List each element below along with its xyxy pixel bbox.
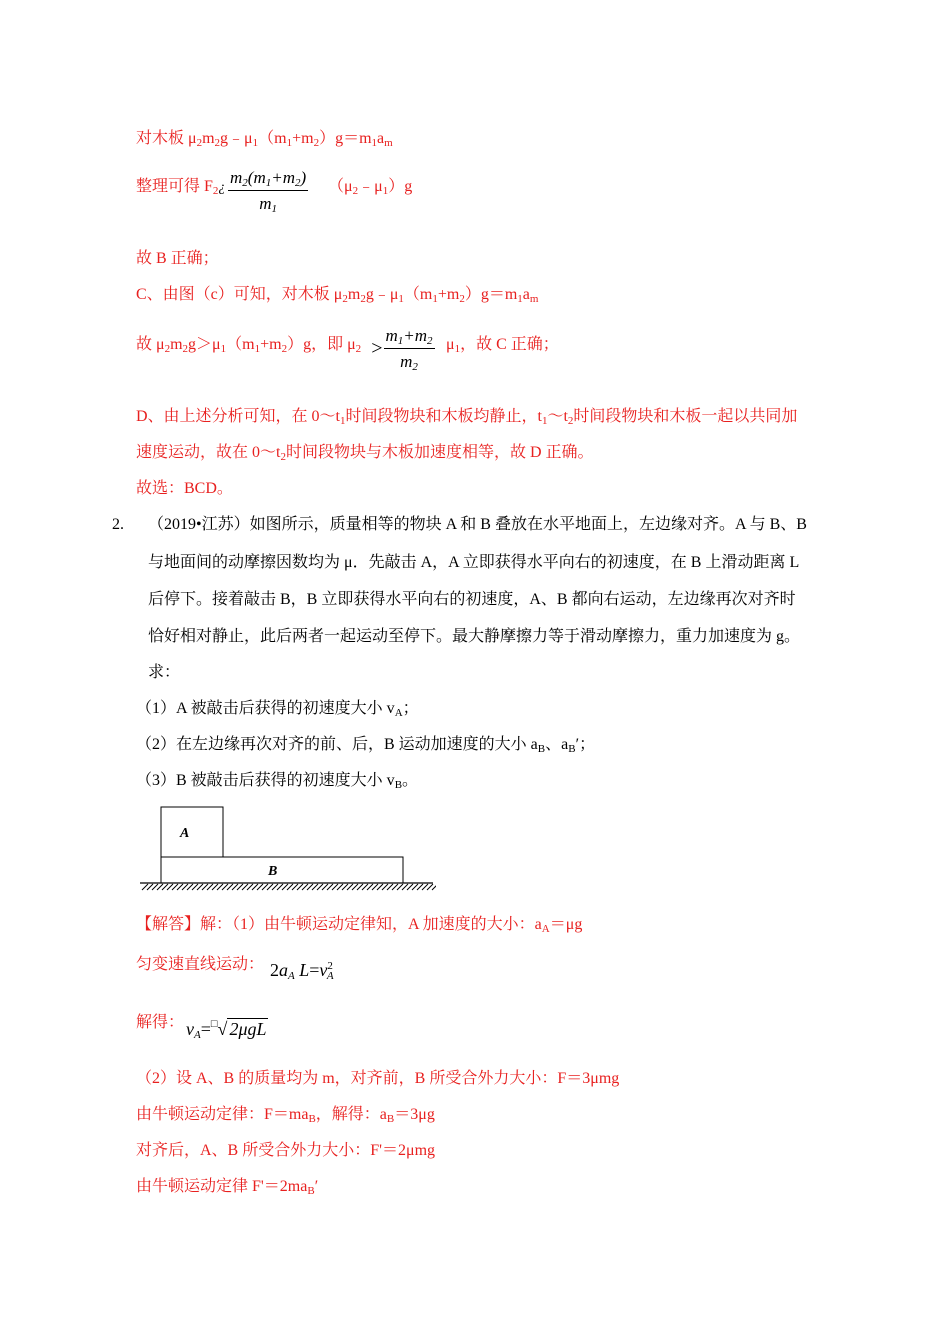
hatch-mark <box>217 884 223 890</box>
hatch-mark <box>402 884 408 890</box>
question-text-line5: 求： <box>148 664 181 681</box>
hatch-mark <box>362 884 368 890</box>
hatch-mark <box>427 884 433 890</box>
hatch-mark <box>312 884 318 890</box>
solution-line-board-equation: 对木板 $\mu_2m_2g﹣\mu_1(m_1+m_2)g=m_1a_m$ <box>136 130 393 149</box>
block-a <box>161 807 223 857</box>
block-b-label: B <box>268 864 278 879</box>
solution-line-inequality-suffix: $\mu_1$，故 C 正确； <box>446 336 559 355</box>
hatch-mark <box>292 884 298 890</box>
hatch-mark <box>422 884 428 890</box>
solution2-motion-label: 匀变速直线运动： <box>136 956 265 973</box>
hatch-mark <box>187 884 193 890</box>
solution2-solve-label: 解得： <box>136 1014 185 1031</box>
hatch-mark <box>357 884 363 890</box>
hatch-mark <box>287 884 293 890</box>
solution2-line7: 由牛顿运动定律 $F'=2ma_B'$ <box>136 1178 319 1197</box>
hatch-mark <box>382 884 388 890</box>
hatch-mark <box>297 884 303 890</box>
hatch-mark <box>157 884 163 890</box>
hatch-mark <box>337 884 343 890</box>
hatch-mark <box>307 884 313 890</box>
hatch-mark <box>177 884 183 890</box>
hatch-mark <box>207 884 213 890</box>
hatch-mark <box>392 884 398 890</box>
hatch-mark <box>322 884 328 890</box>
hatch-mark <box>387 884 393 890</box>
hatch-mark <box>327 884 333 890</box>
hatch-mark <box>262 884 268 890</box>
question-number: 2. <box>112 516 124 533</box>
hatch-mark <box>247 884 253 890</box>
hatch-mark <box>377 884 383 890</box>
equation-2aL: $2a_A$ $L=v^2_A$ <box>270 960 334 982</box>
blocks-figure <box>136 800 436 894</box>
solution2-line4: （2）设 A、B 的质量均为 m，对齐前，B 所受合外力大小：F＝3μmg <box>136 1070 620 1087</box>
solution-line-f2-prefix: 整理可得 $F_2¿$ <box>136 178 226 197</box>
solution-line-f2-suffix: $(\mu_2﹣\mu_1)g$ <box>328 178 413 197</box>
hatch-mark <box>272 884 278 890</box>
hatch-mark <box>162 884 168 890</box>
hatch-mark <box>172 884 178 890</box>
hatch-mark <box>417 884 423 890</box>
hatch-mark <box>397 884 403 890</box>
fraction-m2-m1m2-over-m1: $\frac{m_2(m_1+m_2)}{m_1}$ <box>230 168 307 215</box>
hatch-mark <box>192 884 198 890</box>
hatch-mark <box>367 884 373 890</box>
ground-hatching <box>142 884 436 890</box>
hatch-mark <box>222 884 228 890</box>
fraction-m1m2-over-m2: > $\frac{m_1+m_2}{m_2}$ <box>370 326 433 373</box>
solution-line-d1: D、由上述分析可知，在 $0\sim t_1$时间段物块和木板均静止，$t_1\sim t_2$时间段物块和木板一起以共同加 <box>136 408 798 427</box>
hatch-mark <box>257 884 263 890</box>
equation-va: $v_A=^□√$ 2μgL <box>186 1018 267 1041</box>
question-text-line3: 后停下。接着敲击 B，B 立即获得水平向右的初速度，A、B 都向右运动，左边缘再次对齐时 <box>148 591 796 608</box>
hatch-mark <box>212 884 218 890</box>
solution-line-c: C、由图（c）可知，对木板 $\mu_2m_2g﹣\mu_1(m_1+m_2)g=m_1a_m$ <box>136 286 539 305</box>
hatch-mark <box>227 884 233 890</box>
solution2-line5: 由牛顿运动定律：$F=ma_B$，解得：$a_B=3\mu g$ <box>136 1106 435 1125</box>
hatch-mark <box>182 884 188 890</box>
solution-line-d2: 速度运动，故在 $0\sim t_2$时间段物块与木板加速度相等，故 D 正确。 <box>136 444 594 463</box>
solution-line-b-correct: 故 B 正确； <box>136 250 219 267</box>
hatch-mark <box>142 884 148 890</box>
hatch-mark <box>147 884 153 890</box>
hatch-mark <box>372 884 378 890</box>
hatch-mark <box>342 884 348 890</box>
hatch-mark <box>412 884 418 890</box>
hatch-mark <box>202 884 208 890</box>
solution2-line6: 对齐后，A、B 所受合外力大小：F'＝2μmg <box>136 1142 436 1159</box>
sub-question-2: （2）在左边缘再次对齐的前、后，B 运动加速度的大小 $a_B$、$a_B'$； <box>136 736 596 755</box>
hatch-mark <box>167 884 173 890</box>
hatch-mark <box>267 884 273 890</box>
hatch-mark <box>347 884 353 890</box>
hatch-mark <box>197 884 203 890</box>
hatch-mark <box>232 884 238 890</box>
hatch-mark <box>277 884 283 890</box>
hatch-mark <box>332 884 338 890</box>
hatch-mark <box>237 884 243 890</box>
sub-question-1: （1）A 被敲击后获得的初速度大小 $v_A$； <box>136 700 419 719</box>
hatch-mark <box>317 884 323 890</box>
block-b <box>161 857 403 883</box>
hatch-mark <box>352 884 358 890</box>
sub-question-3: （3）B 被敲击后获得的初速度大小 $v_B$。 <box>136 772 419 791</box>
hatch-mark <box>282 884 288 890</box>
solution-line-inequality-prefix: 故 $\mu_2m_2g>\mu_1(m_1+m_2)g$，即 $\mu_2$ <box>136 336 362 355</box>
solution-line-answer: 故选：BCD。 <box>136 480 233 497</box>
hatch-mark <box>152 884 158 890</box>
hatch-mark <box>242 884 248 890</box>
hatch-mark <box>302 884 308 890</box>
hatch-mark <box>252 884 258 890</box>
hatch-mark <box>407 884 413 890</box>
question-text-line1: （2019•江苏）如图所示，质量相等的物块 A 和 B 叠放在水平地面上，左边缘对齐。A 与 B、B <box>148 516 807 533</box>
question-text-line2: 与地面间的动摩擦因数均为 μ．先敲击 A，A 立即获得水平向右的初速度，在 B 上滑动距离 L <box>148 554 800 571</box>
solution2-line1: 【解答】解：（1）由牛顿运动定律知，A 加速度的大小：$a_A=\mu g$ <box>136 916 583 935</box>
block-a-label: A <box>180 826 190 841</box>
question-text-line4: 恰好相对静止，此后两者一起运动至停下。最大静摩擦力等于滑动摩擦力，重力加速度为 g。 <box>148 628 801 645</box>
